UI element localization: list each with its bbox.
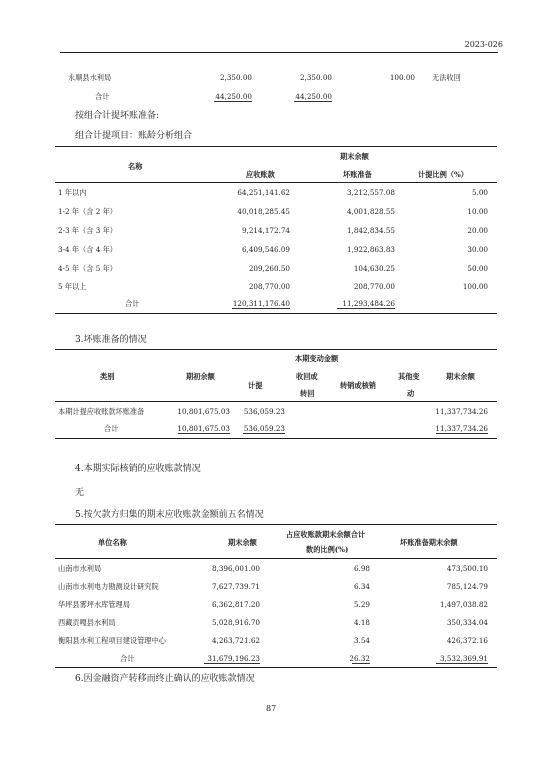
aging-row-name: 1-2 年（含 2 年） xyxy=(58,207,117,216)
aging-row-prov: 208,770.00 xyxy=(353,282,395,291)
s3-header-accrue: 计提 xyxy=(248,381,263,390)
s3-header-other-1: 其他变 xyxy=(398,372,420,381)
aging-total-recv: 120,311,176.40 xyxy=(232,299,290,308)
s5-row-unit: 衡阳县水利工程项目建设管理中心 xyxy=(58,636,166,645)
s3-total-accrue-underline xyxy=(243,433,285,434)
aging-row-recv: 6,409,546.09 xyxy=(241,245,290,254)
s5-header-unit: 单位名称 xyxy=(98,538,127,547)
aging-header-group: 期末余额 xyxy=(340,152,369,161)
s5-row-ratio: 6.34 xyxy=(353,582,370,591)
s3-total-label: 合计 xyxy=(104,424,119,433)
s5-total-prov: 3,532,369.91 xyxy=(439,654,488,663)
s5-bottom-rule xyxy=(55,667,497,668)
s5-row-end: 4,263,721.62 xyxy=(211,636,260,645)
aging-row-name: 1 年以内 xyxy=(58,188,87,197)
aging-header-ratio: 计提比例（%） xyxy=(418,170,468,179)
s5-row-ratio: 3.54 xyxy=(353,636,370,645)
aging-row-name: 5 年以上 xyxy=(58,282,87,291)
s3-header-rule xyxy=(55,401,497,402)
aging-bottom-rule xyxy=(55,313,497,314)
combo-heading: 按组合计提坏账准备: xyxy=(75,111,160,121)
aging-total-recv-underline xyxy=(232,308,290,309)
s5-row-unit: 西藏贡嘎县水利局 xyxy=(58,618,116,627)
s3-row-accrue: 536,059.23 xyxy=(243,407,285,416)
s5-row-unit: 山南市水利局 xyxy=(58,564,102,573)
s3-total-begin-underline xyxy=(178,433,230,434)
s3-top-rule xyxy=(55,349,497,350)
aging-row-name: 2-3 年（含 3 年） xyxy=(58,226,117,235)
s5-header-ratio-1: 占应收账款期末余额合计 xyxy=(286,530,366,539)
s3-row-end: 11,337,734.26 xyxy=(435,407,488,416)
s5-row-prov: 785,124.79 xyxy=(446,582,488,591)
s5-row-ratio: 5.29 xyxy=(353,600,370,609)
s5-row-ratio: 4.18 xyxy=(353,618,370,627)
s5-row-end: 8,396,001.00 xyxy=(211,564,260,573)
top-row-name: 永顺县水利局 xyxy=(68,73,112,82)
aging-row-ratio: 20.00 xyxy=(467,226,488,235)
s3-header-category: 类别 xyxy=(100,372,115,381)
s3-total-end-underline xyxy=(436,433,488,434)
aging-header-name: 名称 xyxy=(128,162,143,171)
aging-total-label: 合计 xyxy=(125,299,140,308)
s3-total-begin: 10,801,675.03 xyxy=(177,424,230,433)
aging-row-prov: 4,001,828.55 xyxy=(346,207,395,216)
aging-top-rule xyxy=(55,146,497,147)
aging-row-ratio: 100.00 xyxy=(462,282,488,291)
s4-title: 4.本期实际核销的应收账款情况 xyxy=(75,464,201,474)
aging-row-recv: 64,251,141.62 xyxy=(237,188,290,197)
aging-row-prov: 3,212,557.08 xyxy=(346,188,395,197)
s5-row-prov: 473,500.10 xyxy=(446,564,488,573)
top-row-a: 2,350.00 xyxy=(219,73,252,82)
s3-row-category: 本期计提应收账款坏账准备 xyxy=(58,407,145,416)
s3-header-writeoff: 转销或核销 xyxy=(340,381,376,390)
s5-title: 5.按欠款方归集的期末应收账款金额前五名情况 xyxy=(75,510,264,520)
s5-header-ratio-2: 数的比例(%) xyxy=(306,545,349,554)
s3-header-group: 本期变动金额 xyxy=(295,354,339,363)
s5-total-end-underline xyxy=(204,663,260,664)
aging-row-recv: 40,018,285.45 xyxy=(237,207,290,216)
s3-header-end: 期末余额 xyxy=(446,372,475,381)
aging-header-prov: 坏账准备 xyxy=(343,170,372,179)
top-total-b-underline xyxy=(294,101,332,102)
s3-total-accrue: 536,059.23 xyxy=(243,424,285,433)
s3-row-begin: 10,801,675.03 xyxy=(177,407,230,416)
report-code: 2023-026 xyxy=(464,40,503,49)
s5-row-ratio: 6.98 xyxy=(353,564,370,573)
top-total-a-underline xyxy=(214,101,252,102)
aging-row-ratio: 30.00 xyxy=(467,245,488,254)
top-total-label: 合计 xyxy=(95,92,110,101)
aging-row-recv: 209,260.50 xyxy=(248,264,290,273)
aging-row-prov: 104,630.25 xyxy=(353,264,395,273)
aging-row-ratio: 50.00 xyxy=(467,264,488,273)
s4-body: 无 xyxy=(75,488,85,498)
s5-row-unit: 华坪县雾坪水库管理局 xyxy=(58,600,130,609)
top-total-a: 44,250.00 xyxy=(215,92,252,101)
top-row-pct: 100.00 xyxy=(389,73,415,82)
s5-total-ratio-underline xyxy=(352,663,370,664)
top-row-b: 2,350.00 xyxy=(299,73,332,82)
top-row-reason: 无法收回 xyxy=(432,73,461,82)
s5-row-end: 6,362,817.20 xyxy=(211,600,260,609)
aging-row-name: 3-4 年（含 4 年） xyxy=(58,245,117,254)
s3-header-recover-1: 收回或 xyxy=(296,372,318,381)
s5-total-ratio: 26.32 xyxy=(349,654,370,663)
s5-header-rule xyxy=(55,558,497,559)
s5-row-prov: 350,334.04 xyxy=(446,618,488,627)
aging-row-ratio: 5.00 xyxy=(471,188,488,197)
aging-total-prov: 11,293,484.26 xyxy=(342,299,395,308)
aging-row-name: 4-5 年（含 5 年） xyxy=(58,264,117,273)
top-total-b: 44,250.00 xyxy=(295,92,332,101)
aging-total-prov-underline xyxy=(337,308,395,309)
s5-header-end: 期末余额 xyxy=(228,538,257,547)
s5-row-end: 7,627,739.71 xyxy=(211,582,260,591)
page-number: 87 xyxy=(266,704,277,713)
header-rule xyxy=(60,52,498,53)
s3-total-end: 11,337,734.26 xyxy=(435,424,488,433)
aging-header-rule xyxy=(55,182,497,183)
s5-total-end: 31,679,196.23 xyxy=(207,654,260,663)
s3-bottom-rule xyxy=(55,438,497,439)
s5-row-prov: 426,372.16 xyxy=(446,636,488,645)
s5-top-rule xyxy=(55,524,497,525)
s3-header-recover-2: 转回 xyxy=(300,389,315,398)
s5-total-prov-underline xyxy=(436,663,488,664)
aging-row-recv: 9,214,172.74 xyxy=(241,226,290,235)
aging-row-prov: 1,922,863.83 xyxy=(346,245,395,254)
aging-row-ratio: 10.00 xyxy=(467,207,488,216)
s5-total-label: 合计 xyxy=(120,654,135,663)
s5-row-unit: 山南市水利电力勘测设计研究院 xyxy=(58,582,159,591)
s3-header-begin: 期初余额 xyxy=(186,372,215,381)
s3-title: 3.坏账准备的情况 xyxy=(75,335,147,345)
aging-header-recv: 应收账款 xyxy=(246,170,275,179)
s6-title: 6.因金融资产转移而终止确认的应收账款情况 xyxy=(75,674,255,684)
aging-row-recv: 208,770.00 xyxy=(248,282,290,291)
s5-row-prov: 1,497,038.82 xyxy=(439,600,488,609)
combo-item-heading: 组合计提项目：账龄分析组合 xyxy=(75,131,193,141)
s3-header-other-2: 动 xyxy=(407,389,415,398)
aging-row-prov: 1,842,834.55 xyxy=(346,226,395,235)
s5-header-prov: 坏账准备期末余额 xyxy=(400,538,458,547)
s5-row-end: 5,028,916.70 xyxy=(211,618,260,627)
